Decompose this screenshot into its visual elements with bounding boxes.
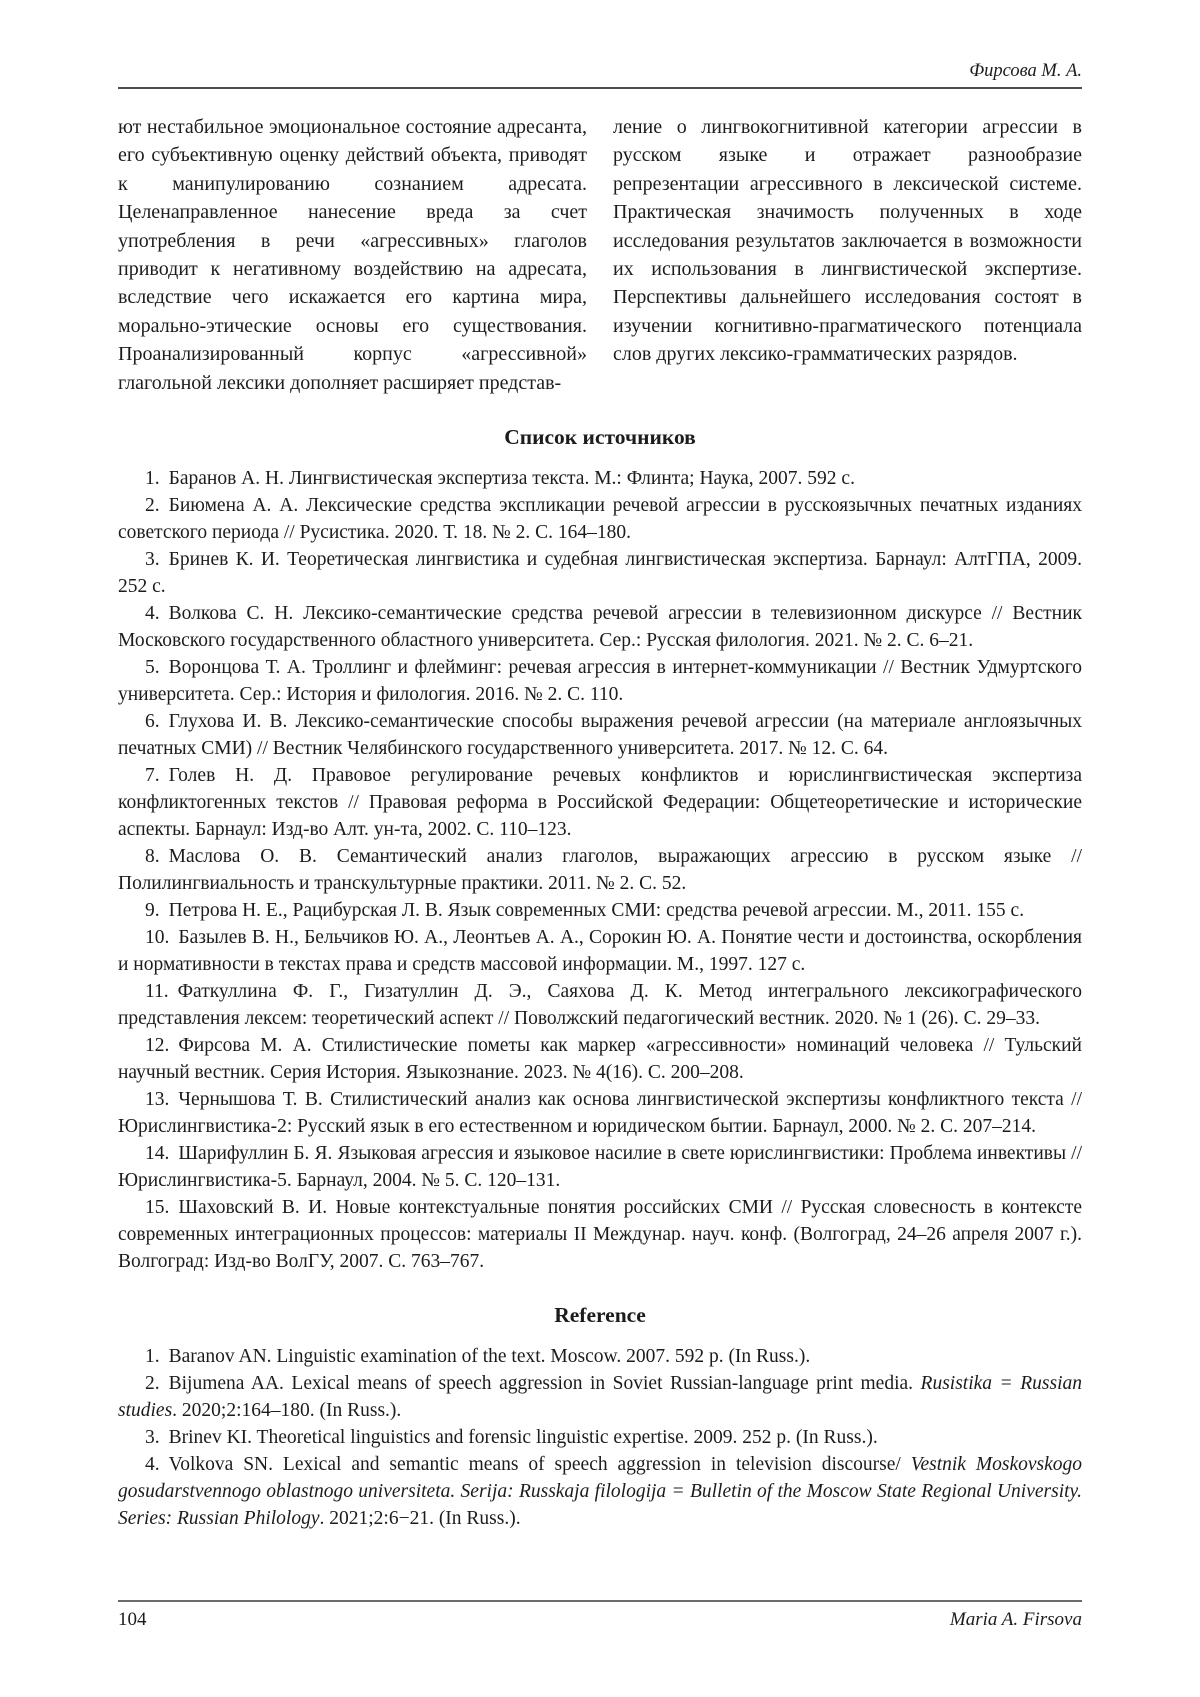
reference-number: 15. (145, 1197, 170, 1219)
reference-text: Биюмена А. А. Лексические средства экспликации речевой агрессии в русскоязычных печатных изданиях советского периода // Русистика. 2020. Т. 18. № 2. С. 164–180. (118, 495, 1082, 544)
reference-text: Фирсова М. А. Стилистические пометы как маркер «агрессивности» номинаций человека // Тульский научный вестник. Серия История. Языкознание. 2023. № 4(16). С. 200–208. (118, 1035, 1082, 1084)
reference-number: 4. (145, 603, 160, 625)
reference-number: 3. (145, 1427, 160, 1449)
reference-source-title: Rusistika = Russian studies (118, 1373, 1082, 1422)
reference-text: Чернышова Т. В. Стилистический анализ как основа лингвистической экспертизы конфликтного текста // Юрислингвистика-2: Русский язык в его естественном и юридическом бытии. Барнаул, 2000. № 2. С. 207–214. (118, 1089, 1082, 1138)
reference-number: 2. (145, 1373, 160, 1395)
reference-number: 5. (145, 657, 160, 679)
reference-text: . 2021;2:6−21. (In Russ.). (319, 1508, 521, 1530)
sources-heading: Список источников (504, 425, 696, 450)
reference-text: Базылев В. Н., Бельчиков Ю. А., Леонтьев А. А., Сорокин Ю. А. Понятие чести и достоинства, оскорбления и нормативности в текстах права и средств массовой информации. М., 1997. 127 с. (118, 927, 1082, 976)
reference-item (118, 654, 1082, 708)
reference-heading: Reference (554, 1303, 646, 1328)
reference-number: 3. (145, 549, 160, 571)
reference-text: . 2020;2:164–180. (In Russ.). (172, 1400, 402, 1422)
reference-number: 9. (145, 900, 160, 922)
reference-item (118, 924, 1082, 978)
body-text-columns (118, 113, 1082, 397)
reference-text: Baranov AN. Linguistic examination of the text. Moscow. 2007. 592 p. (In Russ.). (168, 1346, 811, 1368)
reference-item (118, 1032, 1082, 1086)
sources-list (118, 465, 1082, 1275)
body-column-right: ление о лингвокогнитивной категории агрессии в русском языке и отражает разнообразие репрезентации агрессивного в лексической системе. Практическая значимость полученных в ходе исследования результатов заключается в возможности их использования в лингвистической экспертизе. Перспективы дальнейшего исследования состоят в изучении когнитивно-прагматического потенциала слов других лексико-грамматических разрядов. (613, 116, 1082, 366)
reference-number: 6. (145, 711, 160, 733)
reference-text: Петрова Н. Е., Рацибурская Л. В. Язык современных СМИ: средства речевой агрессии. М., 2011. 155 с. (168, 900, 1025, 922)
reference-text: Маслова О. В. Семантический анализ глаголов, выражающих агрессию в русском языке // Полилингвиальность и транскультурные практики. 2011. № 2. С. 52. (118, 846, 1082, 895)
running-head-author: Фирсова М. А. (969, 61, 1082, 81)
reference-number: 8. (145, 846, 160, 868)
reference-number: 1. (145, 468, 160, 490)
reference-item (118, 843, 1082, 897)
reference-item (118, 978, 1082, 1032)
reference-text: Шаховский В. И. Новые контекстуальные понятия российских СМИ // Русская словесность в контексте современных интеграционных процессов: материалы II Междунар. науч. конф. (Волгоград, 24–26 апреля 2007 г.). Волгоград: Изд-во ВолГУ, 2007. С. 763–767. (118, 1197, 1082, 1273)
footer-rule (118, 1600, 1082, 1602)
reference-item (118, 897, 1082, 924)
reference-number: 10. (145, 927, 170, 949)
page-footer (118, 1600, 1082, 1631)
running-foot-author: Maria A. Firsova (949, 1609, 1082, 1630)
reference-number: 7. (145, 765, 160, 787)
reference-number: 11. (145, 981, 169, 1003)
reference-list (118, 1343, 1082, 1532)
reference-item (118, 492, 1082, 546)
reference-text: Глухова И. В. Лексико-семантические способы выражения речевой агрессии (на материале англоязычных печатных СМИ) // Вестник Челябинского государственного университета. 2017. № 12. С. 64. (118, 711, 1082, 760)
reference-number: 1. (145, 1346, 160, 1368)
reference-item (118, 1343, 1082, 1370)
reference-text: Brinev KI. Theoretical linguistics and forensic linguistic expertise. 2009. 252 p. (In Russ.). (168, 1427, 878, 1449)
reference-number: 14. (145, 1143, 170, 1165)
reference-text: Volkova SN. Lexical and semantic means of speech aggression in television discourse/ (168, 1454, 911, 1476)
reference-item (118, 600, 1082, 654)
reference-item (118, 1194, 1082, 1275)
reference-source-title: Vestnik Moskovskogo gosudarstvennogo oblastnogo universiteta. Serija: Russkaja filologija = Bulletin of the Moscow State Regional University. Series: Russian Philology (118, 1454, 1083, 1530)
reference-text: Бринев К. И. Теоретическая лингвистика и судебная лингвистическая экспертиза. Барнаул: АлтГПА, 2009. 252 с. (118, 549, 1082, 598)
reference-item (118, 762, 1082, 843)
reference-text: Баранов А. Н. Лингвистическая экспертиза текста. М.: Флинта; Наука, 2007. 592 с. (168, 468, 855, 490)
reference-text: Воронцова Т. А. Троллинг и флейминг: речевая агрессия в интернет-коммуникации // Вестник Удмуртского университета. Сер.: История и филология. 2016. № 2. С. 110. (118, 657, 1082, 706)
reference-text: Волкова С. Н. Лексико-семантические средства речевой агрессии в телевизионном дискурсе // Вестник Московского государственного областного университета. Сер.: Русская филология. 2021. № 2. С. 6–21. (118, 603, 1082, 652)
reference-number: 12. (145, 1035, 170, 1057)
reference-item (118, 1424, 1082, 1451)
reference-item (118, 1370, 1082, 1424)
reference-number: 4. (145, 1454, 160, 1476)
header-rule (118, 87, 1082, 89)
page-number: 104 (118, 1609, 147, 1630)
reference-number: 13. (145, 1089, 170, 1111)
body-column-left: ют нестабильное эмоциональное состояние адресанта, его субъективную оценку действий объекта, приводят к манипулированию сознанием адресата. Целенаправленное нанесение вреда за счет употребления в речи «агрессивных» глаголов приводит к негативному воздействию на адресата, вследствие чего искажается его картина мира, морально-этические основы его существования. Проанализированный корпус «агрессивной» глагольной лексики дополняет расширяет представ- (118, 116, 587, 394)
reference-text: Фаткуллина Ф. Г., Гизатуллин Д. Э., Саяхова Д. К. Метод интегрального лексикографического представления лексем: теоретический аспект // Поволжский педагогический вестник. 2020. № 1 (26). С. 29–33. (118, 981, 1082, 1030)
reference-item (118, 1140, 1082, 1194)
reference-item (118, 546, 1082, 600)
reference-text: Bijumena AA. Lexical means of speech aggression in Soviet Russian-language print media. (168, 1373, 921, 1395)
reference-text: Шарифуллин Б. Я. Языковая агрессия и языковое насилие в свете юрислингвистики: Проблема инвективы // Юрислингвистика-5. Барнаул, 2004. № 5. С. 120–131. (118, 1143, 1082, 1192)
reference-item (118, 465, 1082, 492)
reference-item (118, 1086, 1082, 1140)
reference-item (118, 1451, 1082, 1532)
reference-item (118, 708, 1082, 762)
reference-text: Голев Н. Д. Правовое регулирование речевых конфликтов и юрислингвистическая экспертиза конфликтогенных текстов // Правовая реформа в Российской Федерации: Общетеоретические и исторические аспекты. Барнаул: Изд-во Алт. ун-та, 2002. С. 110–123. (118, 765, 1082, 841)
reference-number: 2. (145, 495, 160, 517)
